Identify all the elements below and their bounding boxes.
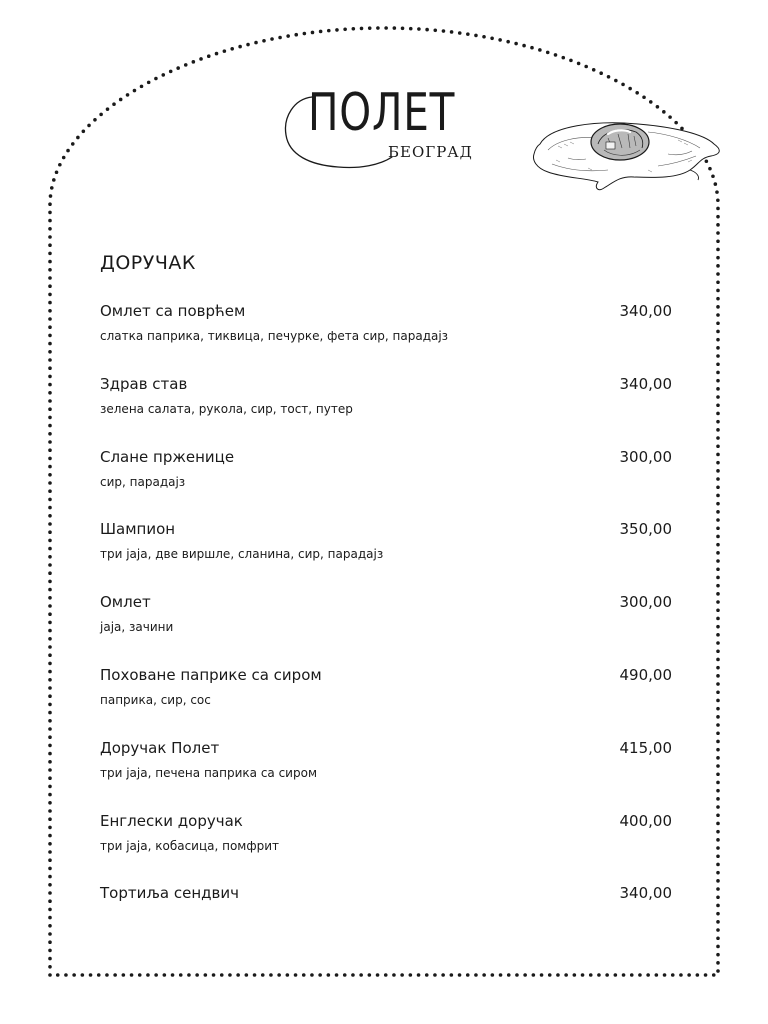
section-title: ДОРУЧАК — [100, 252, 196, 274]
item-price: 300,00 — [619, 447, 672, 466]
menu-list — [100, 302, 672, 957]
item-name: Шампион — [100, 520, 176, 539]
menu-item — [100, 593, 672, 666]
item-name: Тортиља сендвич — [100, 884, 239, 903]
fried-egg-illustration — [528, 118, 724, 196]
item-description: слатка паприка, тиквица, печурке, фета сир, парадајз — [100, 329, 449, 343]
item-price: 300,00 — [619, 593, 672, 612]
item-description: три јаја, две виршле, сланина, сир, парадајз — [100, 547, 384, 562]
item-price: 415,00 — [619, 738, 672, 757]
item-description: јаја, зачини — [100, 620, 174, 635]
logo-city: БЕОГРАД — [388, 143, 473, 161]
item-name: Здрав став — [100, 374, 188, 393]
item-name: Омлет — [100, 593, 151, 612]
menu-item — [100, 448, 672, 521]
restaurant-logo — [280, 85, 500, 180]
item-price: 340,00 — [619, 374, 672, 393]
menu-item — [100, 666, 672, 739]
item-description: три јаја, кобасица, помфрит — [100, 838, 280, 853]
logo-wordmark: ПОЛЕТ — [308, 83, 456, 143]
item-description: три јаја, печена паприка са сиром — [100, 765, 317, 780]
item-name: Енглески доручак — [100, 811, 243, 830]
item-name: Доручак Полет — [100, 738, 220, 757]
item-description: сир, парадајз — [100, 474, 186, 489]
menu-item — [100, 884, 672, 957]
item-price: 340,00 — [619, 302, 672, 320]
item-price: 350,00 — [619, 520, 672, 539]
menu-item — [100, 520, 672, 593]
item-name: Омлет са поврћем — [100, 302, 246, 320]
item-description: зелена салата, рукола, сир, тост, путер — [100, 401, 353, 416]
menu-item — [100, 302, 672, 375]
item-description: паприка, сир, сос — [100, 692, 211, 707]
item-price: 340,00 — [619, 884, 672, 903]
item-price: 400,00 — [619, 811, 672, 830]
item-name: Поховане паприке са сиром — [100, 665, 322, 684]
item-name: Слане прженице — [100, 447, 235, 466]
menu-item — [100, 812, 672, 885]
menu-item — [100, 375, 672, 448]
menu-item — [100, 739, 672, 812]
item-price: 490,00 — [619, 665, 672, 684]
